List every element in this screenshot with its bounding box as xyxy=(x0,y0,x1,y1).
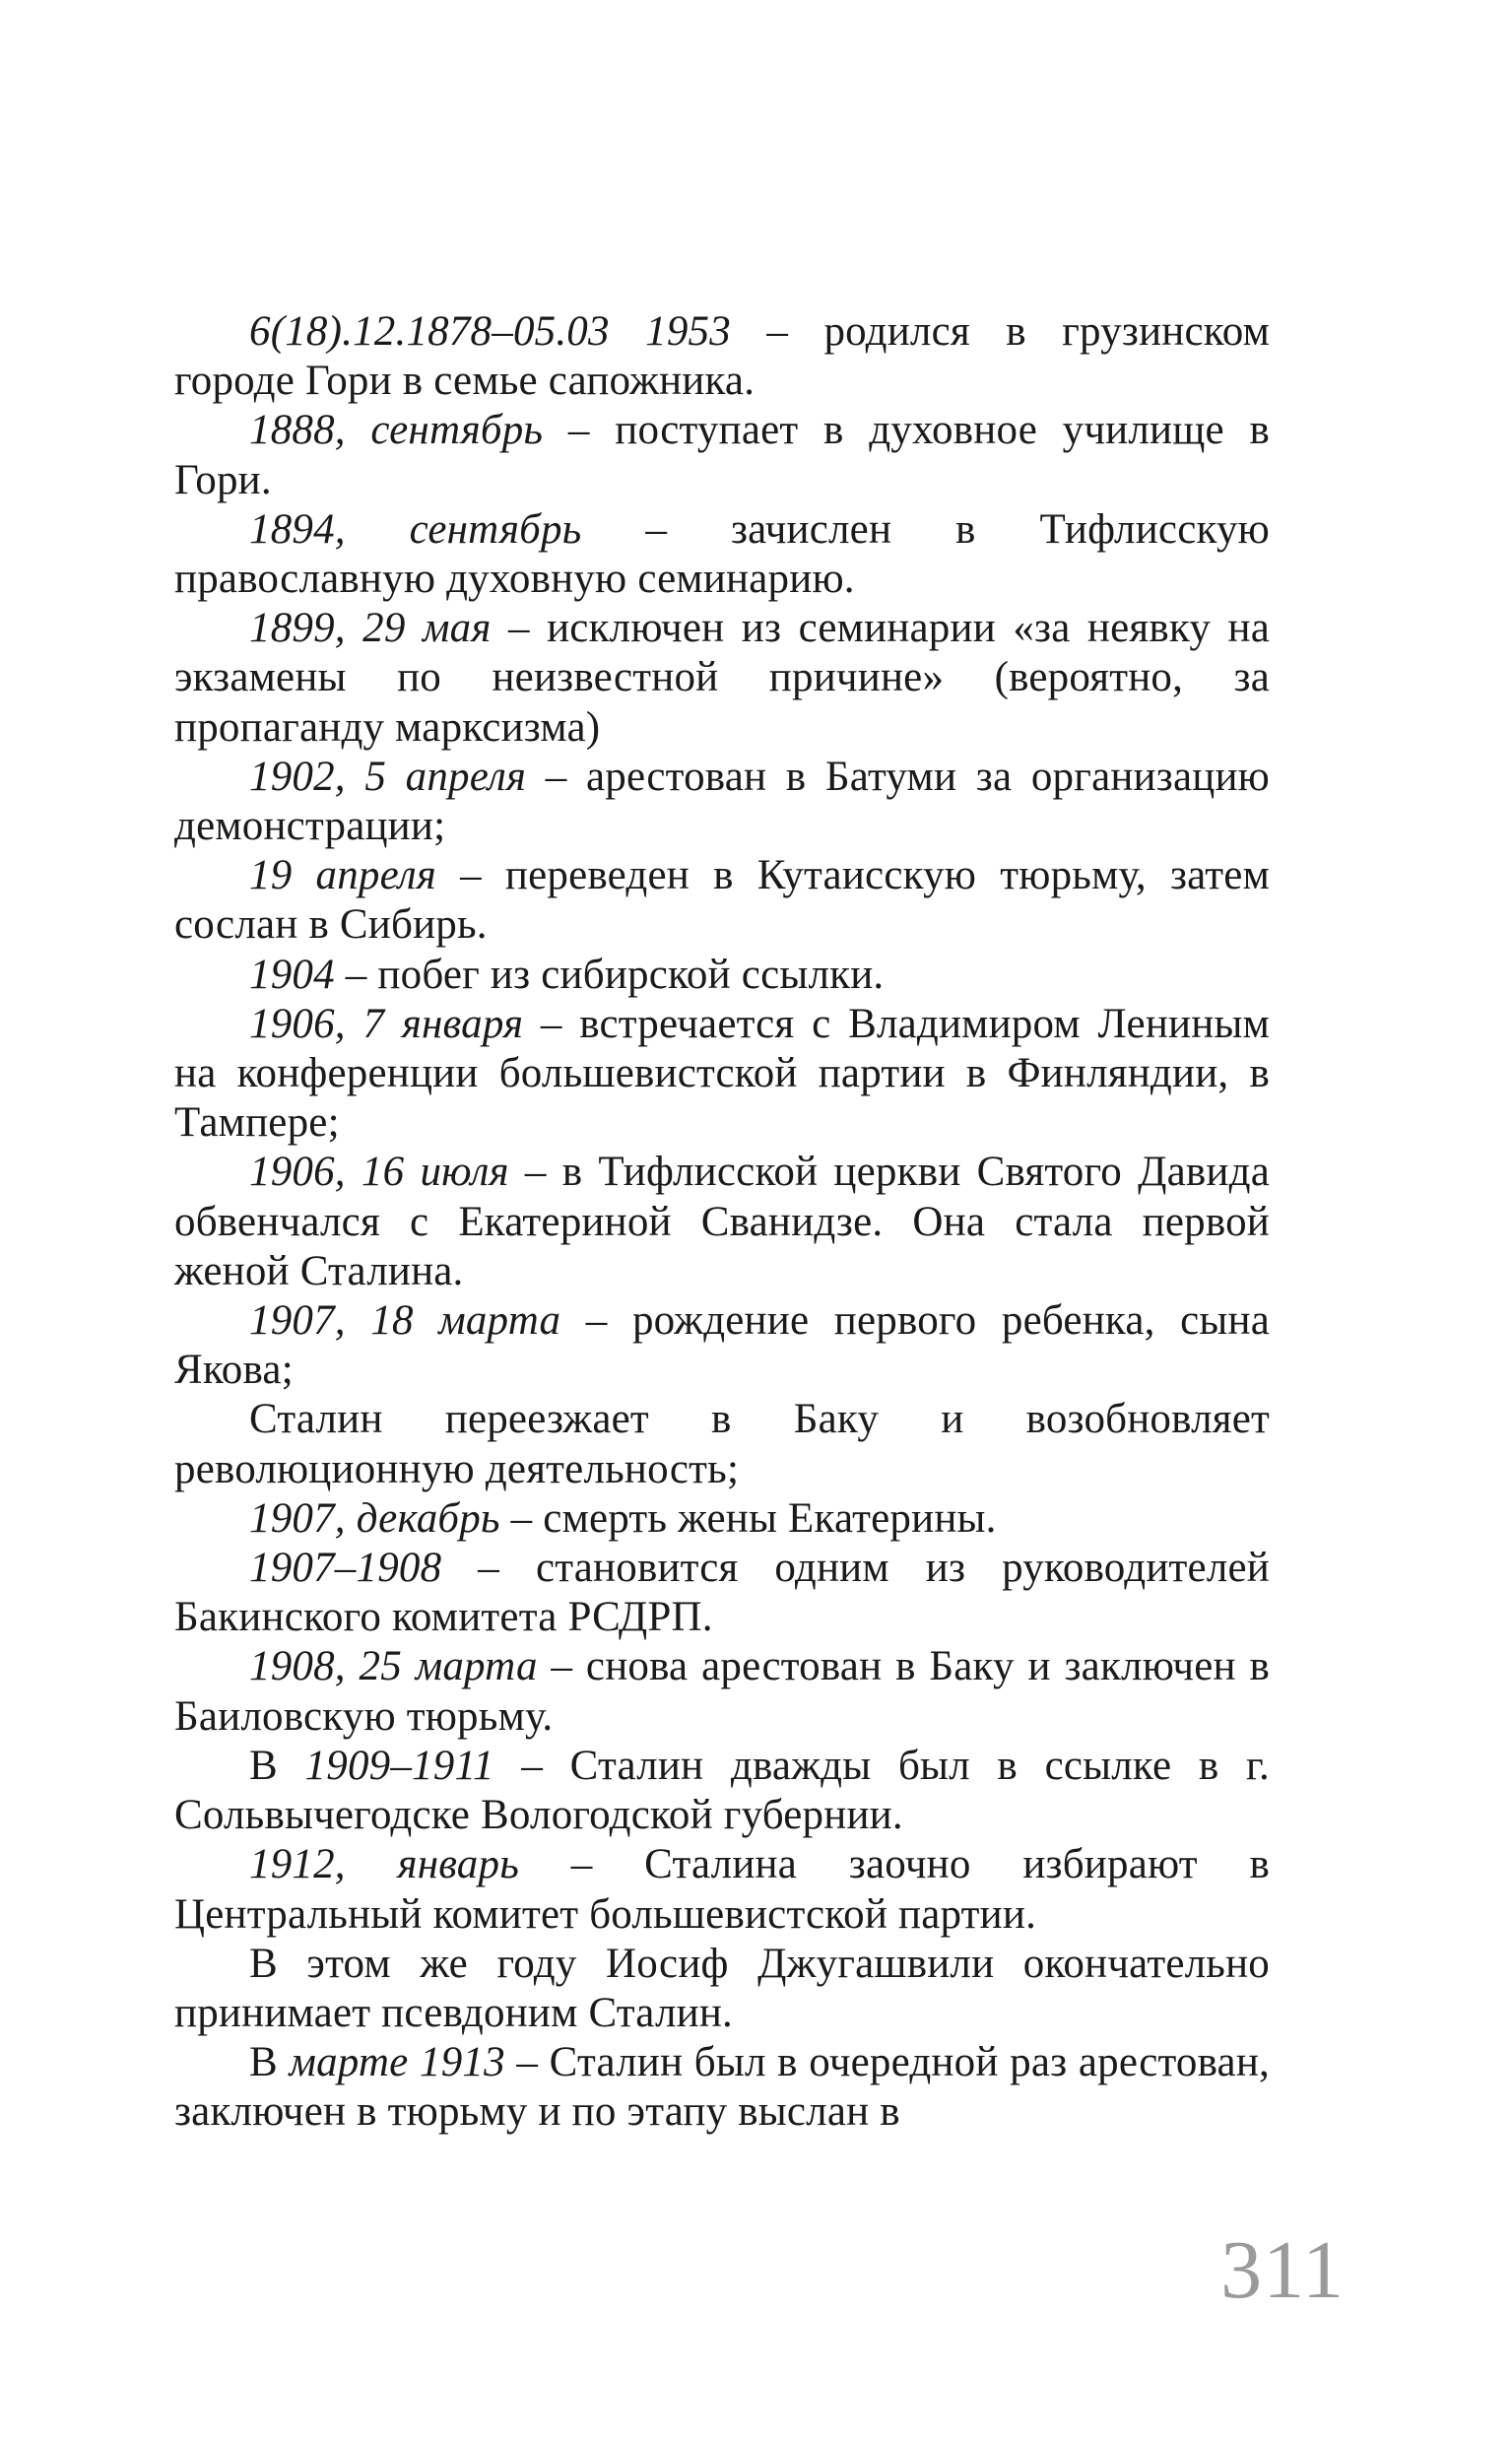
chronology-entry xyxy=(174,1544,1270,1642)
entry-text: – зачислен в Тифлисскую православную духовную семинарию. xyxy=(174,505,1271,603)
chronology-entry xyxy=(174,1296,1270,1395)
entry-text: – побег из сибирской ссылки. xyxy=(334,951,885,998)
chronology-entry xyxy=(174,851,1270,950)
chronology-entry xyxy=(174,951,1270,1000)
entry-text: – снова арестован в Баку и заключен в Баиловскую тюрьму. xyxy=(174,1643,1270,1740)
entry-text: – рождение первого ребенка, сына Якова; xyxy=(174,1297,1270,1394)
chronology-entry xyxy=(174,1000,1270,1149)
chronology-entry xyxy=(174,1642,1270,1741)
entry-text: – Сталин дважды был в ссылке в г. Сольвычегодске Вологодской губернии. xyxy=(174,1742,1270,1839)
entry-date: 1906, 16 июля xyxy=(249,1149,509,1196)
entry-text: – поступает в духовное училище в Гори. xyxy=(174,407,1271,503)
chronology-entry xyxy=(174,753,1270,851)
entry-text: В этом же году Иосиф Джугашвили окончательно принимает псевдоним Сталин. xyxy=(174,1940,1270,2036)
entry-date: 1909–1911 xyxy=(304,1742,494,1789)
entry-text: – Сталин был в очередной раз арестован, заключен в тюрьму и по этапу выслан в xyxy=(174,2039,1270,2136)
entry-date: 1888, сентябрь xyxy=(249,407,544,454)
entry-date: 1906, 7 января xyxy=(249,1000,524,1047)
chronology-entry: В 1909–1911 – Сталин дважды был в ссылке в г. Сольвычегодске Вологодской губернии. xyxy=(174,1742,1270,1839)
chronology-entry xyxy=(174,1494,1270,1544)
entry-date: марте 1913 xyxy=(289,2039,505,2086)
page-number: 311 xyxy=(1220,2224,1345,2316)
chronology-entry xyxy=(174,1940,1270,2038)
chronology-entry xyxy=(174,406,1270,504)
entry-date: 1907, 18 марта xyxy=(249,1297,561,1345)
chronology-entry xyxy=(174,1840,1270,1939)
entry-date: 19 апреля xyxy=(249,852,436,899)
chronology-text xyxy=(174,307,1270,2138)
entry-text: – арестован в Батуми за организацию демонстрации; xyxy=(174,753,1270,850)
entry-date: 1894, сентябрь xyxy=(249,505,582,553)
chronology-entry xyxy=(174,1395,1270,1493)
entry-date: 1912, январь xyxy=(249,1841,519,1888)
entry-text: – родился в грузинском городе Гори в семье сапожника. xyxy=(174,308,1270,405)
entry-date: 1899, 29 мая xyxy=(249,605,492,652)
entry-text: – смерть жены Екатерины. xyxy=(499,1494,997,1542)
entry-date: 1907–1908 xyxy=(249,1545,442,1592)
entry-text: – становится одним из руководителей Бакинского комитета РСДРП. xyxy=(174,1545,1270,1641)
entry-text: – встречается с Владимиром Лениным на конференции большевистской партии в Финляндии, в Тампере; xyxy=(174,1000,1270,1147)
entry-text: – в Тифлисской церкви Святого Давида обвенчался с Екатериной Сванидзе. Она стала первой женой Сталина. xyxy=(174,1149,1271,1294)
entry-date: 1904 xyxy=(249,951,335,998)
entry-text: – исключен из семинарии «за неявку на экзамены по неизвестной причине» (вероятно, за пропаганду марксизма) xyxy=(174,605,1270,751)
chronology-entry xyxy=(174,505,1270,604)
chronology-entry: В марте 1913 – Сталин был в очередной раз арестован, заключен в тюрьму и по этапу выслан в xyxy=(174,2039,1270,2136)
entry-text: – Сталина заочно избирают в Центральный комитет большевистской партии. xyxy=(174,1841,1270,1938)
entry-date: 6(18).12.1878–05.03 1953 xyxy=(249,308,731,355)
entry-date: 1907, декабрь xyxy=(249,1494,500,1542)
entry-text: – переведен в Кутаисскую тюрьму, затем сослан в Сибирь. xyxy=(174,852,1270,949)
chronology-entry xyxy=(174,1148,1270,1296)
chronology-entry xyxy=(174,307,1270,406)
chronology-entry xyxy=(174,604,1270,753)
entry-date: 1908, 25 марта xyxy=(249,1643,538,1690)
entry-text: Сталин переезжает в Баку и возобновляет революционную деятельность; xyxy=(174,1396,1270,1492)
entry-date: 1902, 5 апреля xyxy=(249,753,527,800)
